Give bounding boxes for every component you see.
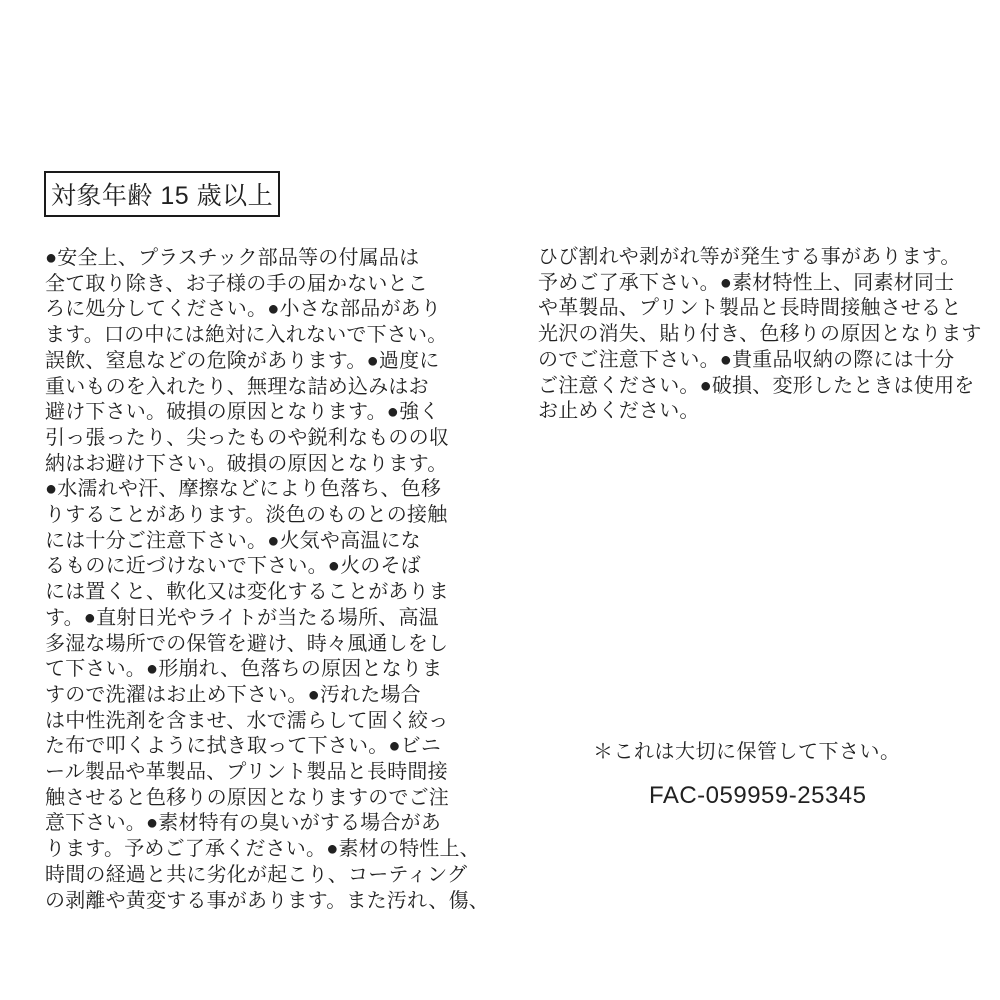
text-line: には置くと、軟化又は変化することがありま xyxy=(45,581,449,604)
text-line: や革製品、プリント製品と長時間接触させると xyxy=(538,297,962,320)
text-line: す。●直射日光やライトが当たる場所、高温 xyxy=(45,606,439,629)
text-line: 触させると色移りの原因となりますのでご注 xyxy=(45,786,449,809)
text-line: の剥離や黄変する事があります。また汚れ、傷、 xyxy=(45,889,489,912)
text-line: ●水濡れや汗、摩擦などにより色落ち、色移 xyxy=(45,478,442,501)
text-line: て下さい。●形崩れ、色落ちの原因となりま xyxy=(45,658,443,681)
text-line: 多湿な場所での保管を避け、時々風通しをし xyxy=(45,632,449,655)
text-line: 意下さい。●素材特有の臭いがする場合があ xyxy=(45,812,442,835)
age-restriction-label: 対象年齢 15 歳以上 xyxy=(50,182,274,210)
text-line: ●安全上、プラスチック部品等の付属品は xyxy=(45,247,420,269)
text-line: 避け下さい。破損の原因となります。●強く xyxy=(45,401,440,424)
age-restriction-box xyxy=(44,171,280,217)
text-line: りすることがあります。淡色のものとの接触 xyxy=(45,504,448,527)
text-line: すので洗濯はお止め下さい。●汚れた場合 xyxy=(45,683,421,706)
text-line: には十分ご注意下さい。●火気や高温にな xyxy=(45,529,421,552)
text-line: ます。口の中には絶対に入れないで下さい。 xyxy=(45,324,448,347)
text-line: お止めください。 xyxy=(538,400,700,423)
text-line: ひび割れや剥がれ等が発生する事があります。 xyxy=(538,246,961,268)
text-line: るものに近づけないで下さい。●火のそば xyxy=(45,555,421,578)
text-line: ろに処分してください。●小さな部品があり xyxy=(45,298,442,321)
text-line: 時間の経過と共に劣化が起こり、コーティング xyxy=(45,863,468,886)
text-line: 全て取り除き、お子様の手の届かないとこ xyxy=(45,272,428,295)
warnings-column-left xyxy=(45,246,489,914)
warnings-column-right xyxy=(538,245,980,425)
text-line: 納はお避け下さい。破損の原因となります。 xyxy=(45,452,448,475)
text-line: ります。予めご了承ください。●素材の特性上、 xyxy=(45,838,480,861)
keep-safe-note: ＊これは大切に保管して下さい。 xyxy=(593,741,901,763)
text-line: 重いものを入れたり、無理な詰め込みはお xyxy=(45,375,429,398)
product-code: FAC-059959-25345 xyxy=(649,782,867,809)
text-line: 誤飲、窒息などの危険があります。●過度に xyxy=(45,349,440,372)
text-line: のでご注意下さい。●貴重品収納の際には十分 xyxy=(538,348,955,371)
text-line: は中性洗剤を含ませ、水で濡らして固く絞っ xyxy=(45,709,449,732)
text-line: 予めご了承下さい。●素材特性上、同素材同士 xyxy=(538,271,955,294)
text-line: た布で叩くように拭き取って下さい。●ビニ xyxy=(45,735,442,758)
text-line: ール製品や革製品、プリント製品と長時間接 xyxy=(45,761,448,784)
text-line: 光沢の消失、貼り付き、色移りの原因となります xyxy=(538,323,982,346)
text-line: ご注意ください。●破損、変形したときは使用を xyxy=(538,374,975,397)
text-line: 引っ張ったり、尖ったものや鋭利なものの収 xyxy=(45,426,449,449)
